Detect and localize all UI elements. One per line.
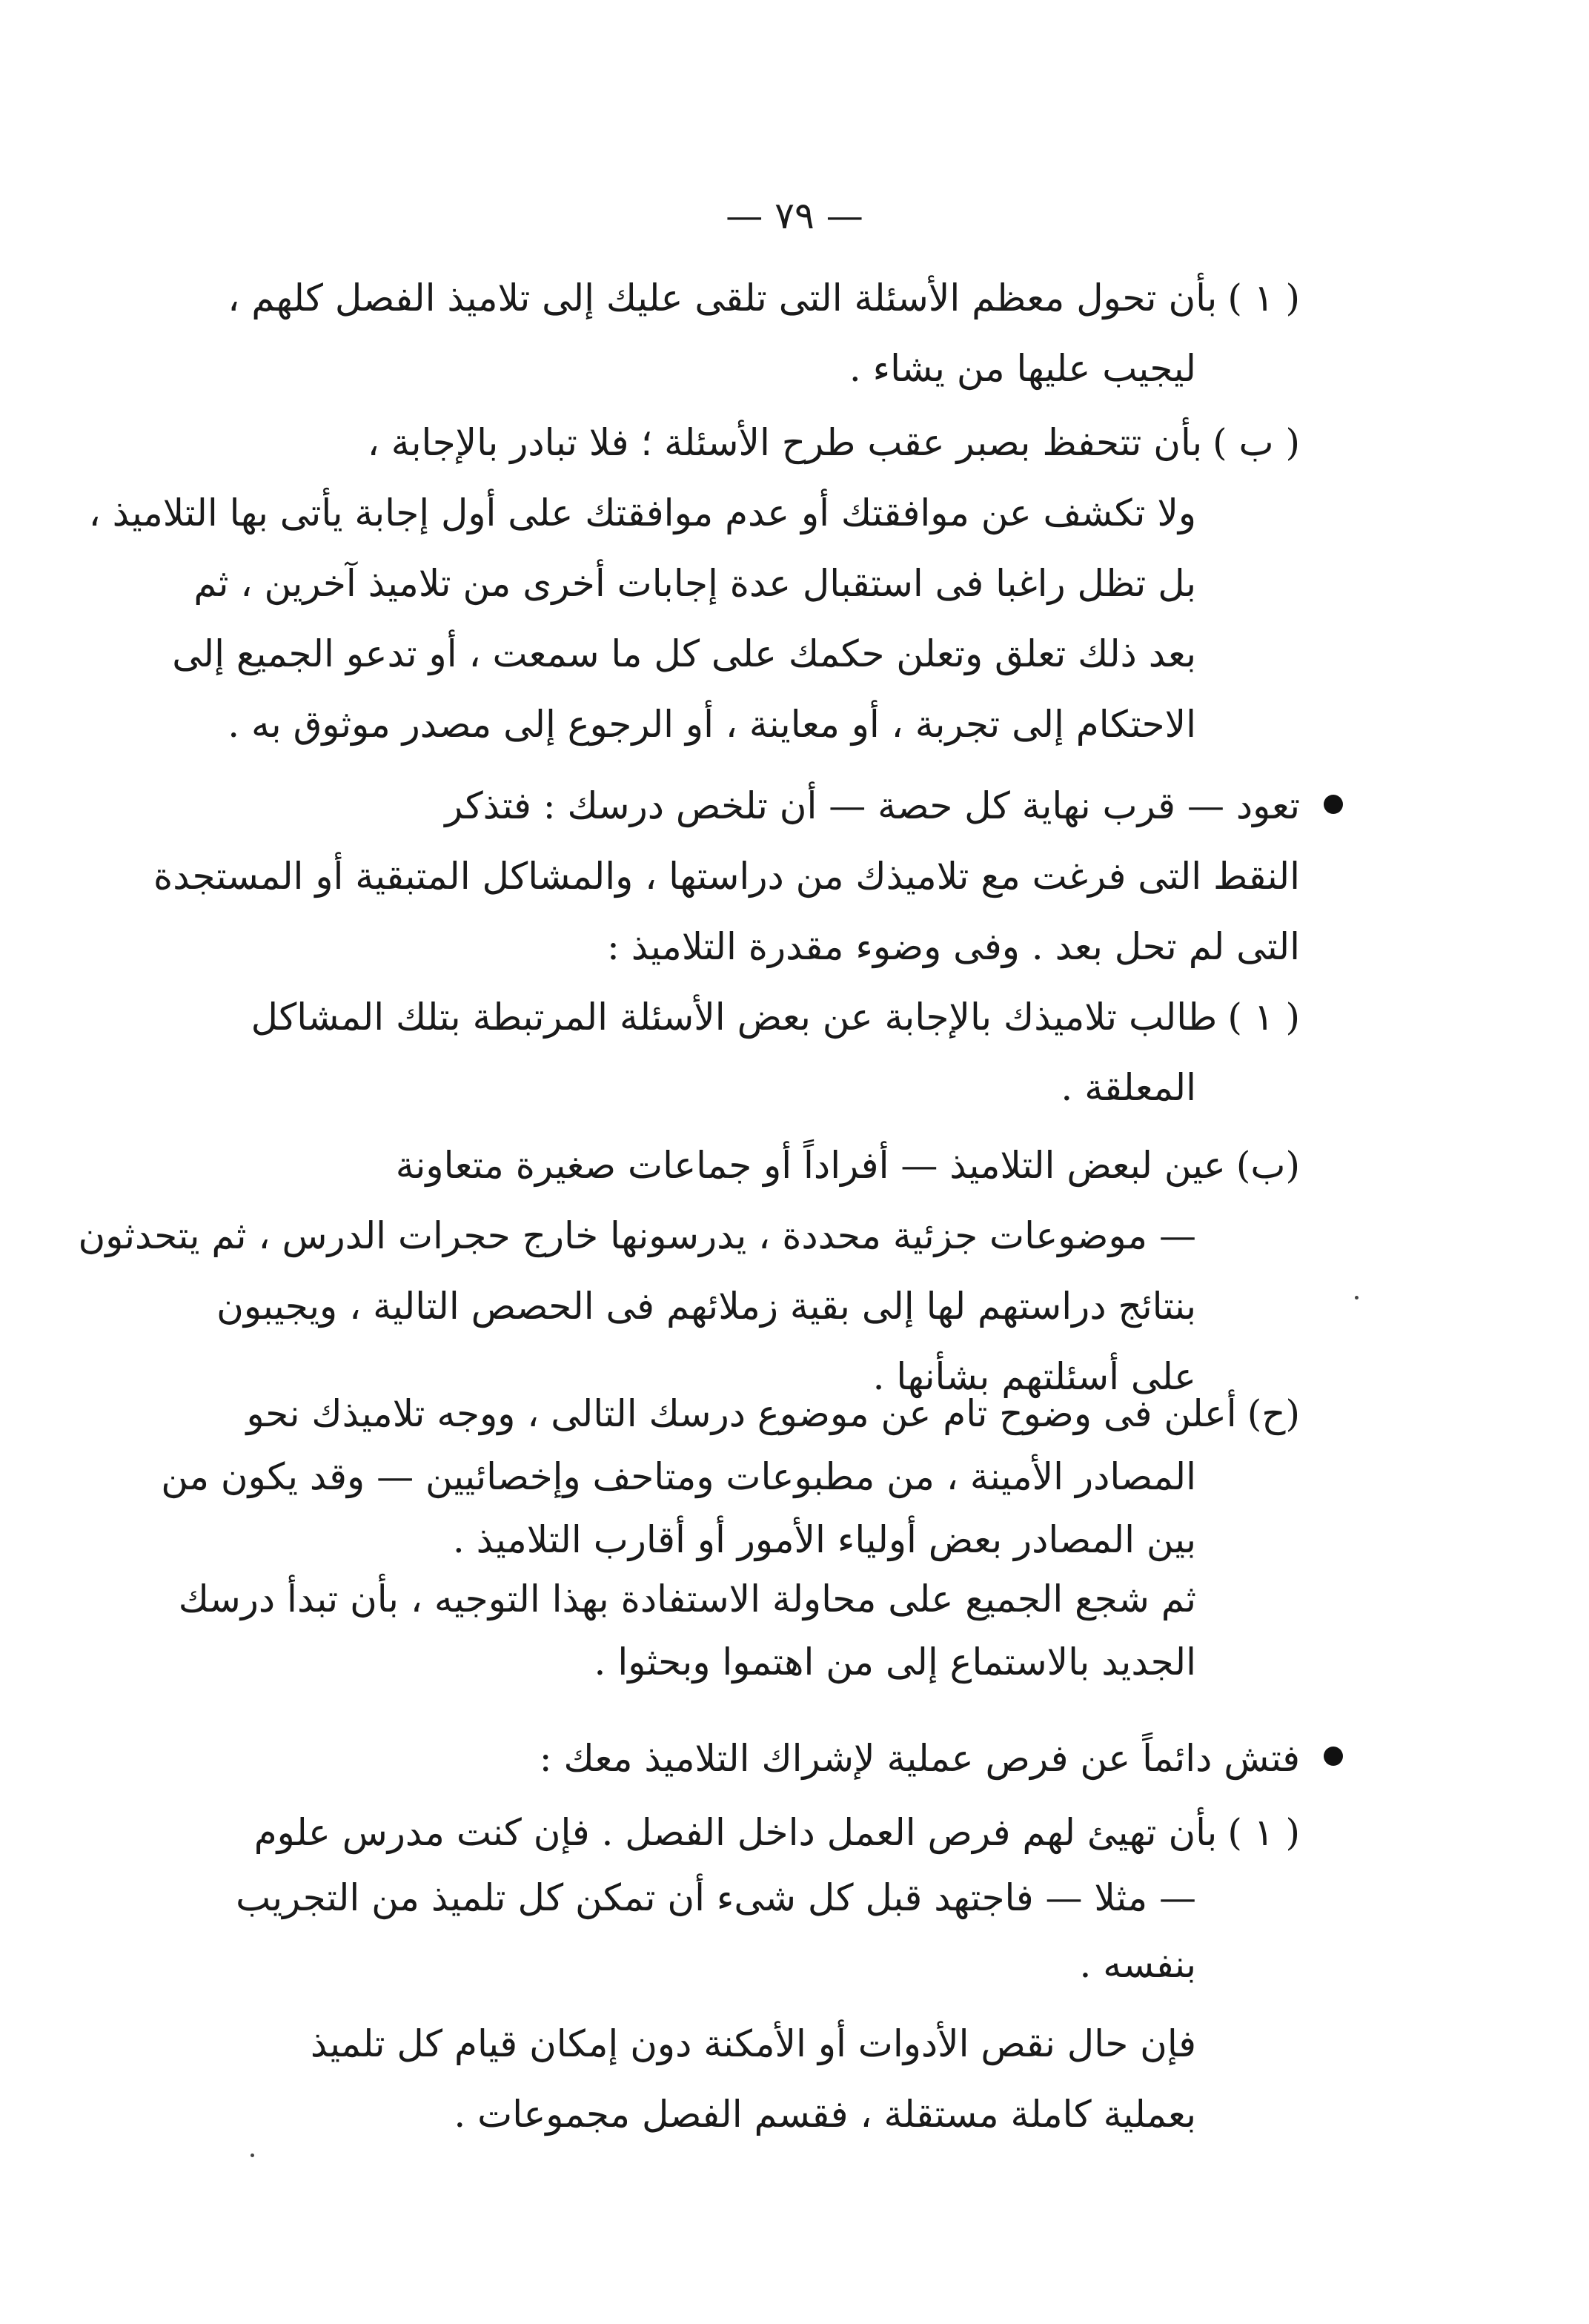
- scan-speck: [1355, 1296, 1359, 1300]
- item-text: الاحتكام إلى تجربة ، أو معاينة ، أو الرجوع إلى مصدر موثوق به .: [228, 703, 1196, 746]
- item-text: بأن تهيئ لهم فرص العمل داخل الفصل . فإن كنت مدرس علوم: [253, 1811, 1218, 1854]
- list-item-continuation: [88, 478, 1196, 760]
- item-text: الجديد بالاستماع إلى من اهتموا وبحثوا .: [594, 1641, 1196, 1684]
- item-text: ثم شجع الجميع على محاولة الاستفادة بهذا التوجيه ، بأن تبدأ درسك: [178, 1578, 1196, 1620]
- list-item: [292, 408, 1300, 478]
- item-text: المعلقة .: [1061, 1066, 1196, 1109]
- list-item: [253, 1798, 1300, 1868]
- list-item: [246, 1379, 1300, 1449]
- item-marker: ( ١ ): [1227, 996, 1300, 1039]
- item-text: ولا تكشف عن موافقتك أو عدم موافقتك على أول إجابة يأتى بها التلاميذ ،: [88, 491, 1196, 534]
- list-item-continuation: [292, 2009, 1196, 2150]
- paragraph-line: النقط التى فرغت مع تلاميذك من دراستها ، والمشاكل المتبقية أو المستجدة: [153, 855, 1300, 898]
- page-number: — ٧٩ —: [726, 194, 863, 237]
- item-text: طالب تلاميذك بالإجابة عن بعض الأسئلة المرتبطة بتلك المشاكل: [251, 996, 1218, 1039]
- item-text: ليجيب عليها من يشاء .: [849, 347, 1196, 390]
- item-text: المصادر الأمينة ، من مطبوعات ومتاحف وإخصائيين — وقد يكون من: [161, 1455, 1196, 1498]
- bullet-paragraph: [153, 771, 1300, 982]
- item-text: بأن تحول معظم الأسئلة التى تلقى عليك إلى تلاميذ الفصل كلهم ،: [228, 277, 1218, 320]
- item-text: — مثلا — فاجتهد قبل كل شىء أن تمكن كل تلميذ من التجريب: [236, 1876, 1196, 1919]
- scan-speck: [251, 2153, 254, 2157]
- item-marker: ( ١ ): [1227, 1811, 1300, 1854]
- paragraph-line: فتش دائماً عن فرص عملية لإشراك التلاميذ معك :: [539, 1737, 1300, 1780]
- item-marker: ( ١ ): [1227, 277, 1300, 320]
- bullet-icon: [1324, 1747, 1343, 1766]
- item-text: بعد ذلك تعلق وتعلن حكمك على كل ما سمعت ، أو تدعو الجميع إلى: [172, 632, 1196, 675]
- bullet-icon: [1324, 795, 1343, 814]
- item-text: على أسئلتهم بشأنها .: [872, 1355, 1196, 1398]
- item-text: أعلن فى وضوح تام عن موضوع درسك التالى ، ووجه تلاميذك نحو: [246, 1392, 1237, 1435]
- item-marker: (ح): [1247, 1392, 1300, 1435]
- item-marker: ( ب ): [1213, 421, 1300, 464]
- item-text: بنفسه .: [1079, 1943, 1196, 1986]
- list-item-continuation: [292, 334, 1196, 404]
- item-text: بل تظل راغبا فى استقبال عدة إجابات أخرى من تلاميذ آخرين ، ثم: [193, 562, 1196, 605]
- item-text: — موضوعات جزئية محددة ، يدرسونها خارج حجرات الدرس ، ثم يتحدثون: [78, 1214, 1196, 1257]
- item-text: بنتائج دراستهم لها إلى بقية زملائهم فى الحصص التالية ، ويجيبون: [216, 1285, 1196, 1328]
- list-item: [228, 263, 1300, 334]
- item-text: بأن تتحفظ بصبر عقب طرح الأسئلة ؛ فلا تبادر بالإجابة ،: [367, 421, 1203, 464]
- item-text: عين لبعض التلاميذ — أفراداً أو جماعات صغيرة متعاونة: [395, 1144, 1226, 1187]
- item-marker: (ب): [1235, 1144, 1300, 1187]
- paragraph-line: تعود — قرب نهاية كل حصة — أن تلخص درسك : فتذكر: [445, 784, 1300, 827]
- list-item: [292, 1130, 1300, 1201]
- list-item-continuation: [236, 1864, 1196, 1998]
- paragraph-line: التى لم تحل بعد . وفى وضوء مقدرة التلاميذ :: [606, 925, 1300, 968]
- item-text: بعملية كاملة مستقلة ، فقسم الفصل مجموعات .: [454, 2093, 1196, 2136]
- list-item-continuation: [292, 1053, 1196, 1123]
- list-item-continuation: [161, 1446, 1196, 1572]
- list-item-continuation: [178, 1568, 1196, 1694]
- list-item: [251, 982, 1300, 1053]
- item-text: فإن حال نقص الأدوات أو الأمكنة دون إمكان قيام كل تلميذ: [310, 2022, 1196, 2065]
- item-text: بين المصادر بعض أولياء الأمور أو أقارب التلاميذ .: [452, 1518, 1196, 1561]
- bullet-paragraph: [292, 1724, 1300, 1794]
